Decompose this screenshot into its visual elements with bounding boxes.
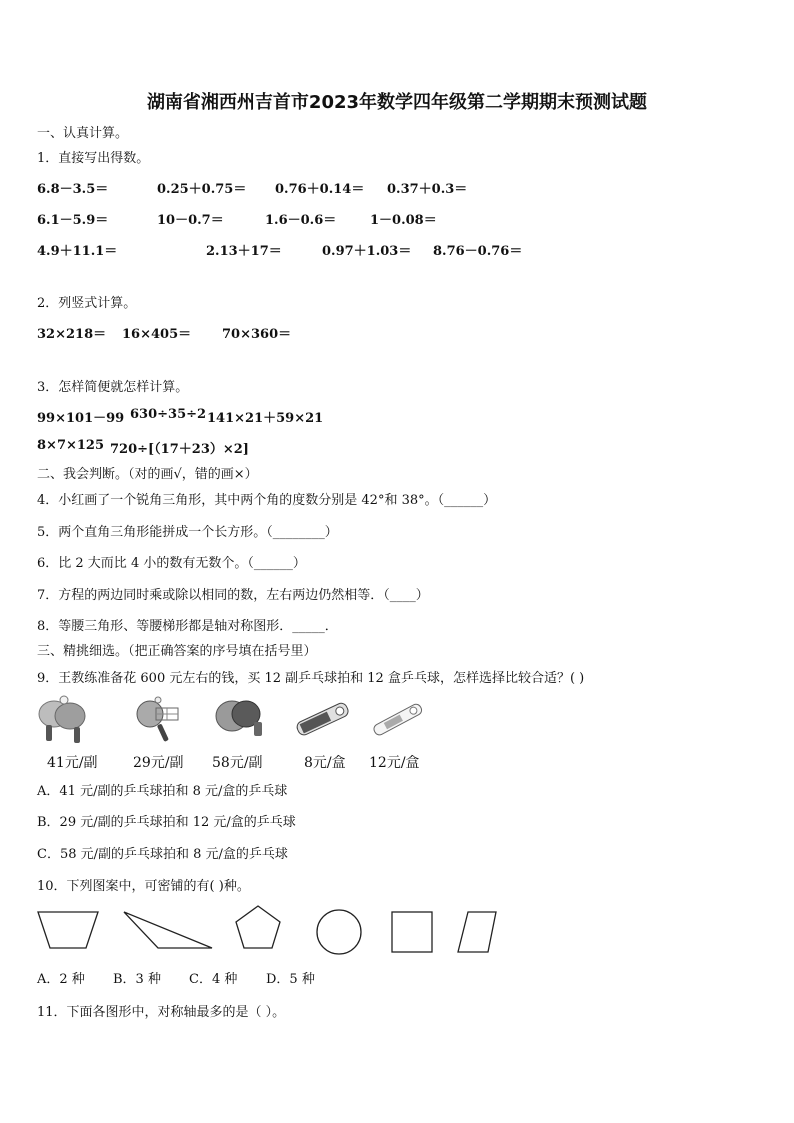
- section-2-heading: 二、我会判断。（对的画√，错的画×）: [37, 467, 258, 482]
- price-caption: 8元/盒: [304, 755, 346, 771]
- ball-tube-image: [290, 694, 356, 746]
- circle-shape: [317, 910, 361, 954]
- question-7: 7．方程的两边同时乘或除以相同的数，左右两边仍然相等．（____）: [37, 588, 429, 603]
- section-3-heading: 三、精挑细选。（把正确答案的序号填在括号里）: [37, 644, 317, 659]
- calc-item: 720÷[（17＋23）×2]: [110, 442, 249, 457]
- trapezoid-shape: [38, 912, 98, 948]
- calc-item: 8×7×125: [37, 438, 105, 453]
- paddle-pair-image: [36, 694, 92, 746]
- calc-item: 630÷35÷2: [130, 407, 207, 422]
- question-9-option-c[interactable]: C．58 元/副的乒乓球拍和 8 元/盒的乒乓球: [37, 847, 288, 862]
- question-11: 11．下面各图形中，对称轴最多的是（ ）。: [37, 1005, 286, 1020]
- calc-item: 0.25＋0.75＝: [157, 182, 247, 197]
- question-10-option-b[interactable]: B．3 种: [113, 972, 161, 987]
- calc-item: 99×101－99: [37, 411, 125, 426]
- calc-item: 6.1－5.9＝: [37, 213, 109, 228]
- calc-item: 141×21＋59×21: [207, 411, 324, 426]
- price-caption: 58元/副: [212, 755, 263, 771]
- question-8: 8．等腰三角形、等腰梯形都是轴对称图形．_____．: [37, 619, 338, 634]
- calc-item: 10－0.7＝: [157, 213, 224, 228]
- question-3-label: 3．怎样简便就怎样计算。: [37, 380, 189, 395]
- square-shape: [392, 912, 432, 952]
- calc-item: 0.76＋0.14＝: [275, 182, 365, 197]
- calc-item: 0.37＋0.3＝: [387, 182, 468, 197]
- question-9-option-a[interactable]: A．41 元/副的乒乓球拍和 8 元/盒的乒乓球: [37, 784, 288, 799]
- calc-item: 16×405＝: [122, 327, 192, 342]
- question-10-option-d[interactable]: D．5 种: [266, 972, 315, 987]
- paddle-case-image: [210, 694, 268, 746]
- pentagon-shape: [236, 906, 280, 948]
- calc-item: 0.97＋1.03＝: [322, 244, 412, 259]
- question-4: 4．小红画了一个锐角三角形，其中两个角的度数分别是 42°和 38°。（______）: [37, 493, 497, 508]
- question-6: 6．比 2 大而比 4 小的数有无数个。（______）: [37, 556, 306, 571]
- question-9-option-b[interactable]: B．29 元/副的乒乓球拍和 12 元/盒的乒乓球: [37, 815, 296, 830]
- question-10-option-a[interactable]: A．2 种: [37, 972, 85, 987]
- parallelogram-shape: [458, 912, 496, 952]
- triangle-shape: [124, 912, 212, 948]
- question-10-option-c[interactable]: C．4 种: [189, 972, 238, 987]
- calc-item: 4.9＋11.1＝: [37, 244, 118, 259]
- page-title: 湖南省湘西州吉首市2023年数学四年级第二学期期末预测试题: [146, 92, 648, 113]
- calc-item: 70×360＝: [222, 327, 292, 342]
- ball-tube-image: [368, 694, 428, 746]
- question-5: 5．两个直角三角形能拼成一个长方形。（________）: [37, 525, 338, 540]
- tiling-shapes: [30, 900, 510, 960]
- paddle-net-image: [130, 694, 186, 748]
- question-9-label: 9．王教练准备花 600 元左右的钱，买 12 副乒乓球拍和 12 盒乒乓球，怎样选择比较合适？( ): [37, 671, 585, 686]
- calc-item: 1－0.08＝: [370, 213, 437, 228]
- question-1-label: 1．直接写出得数。: [37, 151, 150, 166]
- question-10-label: 10．下列图案中，可密铺的有( )种。: [37, 879, 250, 894]
- calc-item: 32×218＝: [37, 327, 107, 342]
- section-1-heading: 一、认真计算。: [37, 126, 129, 141]
- price-caption: 12元/盒: [369, 755, 420, 771]
- question-2-label: 2．列竖式计算。: [37, 296, 137, 311]
- calc-item: 6.8－3.5＝: [37, 182, 109, 197]
- calc-item: 8.76－0.76＝: [433, 244, 523, 259]
- price-caption: 41元/副: [47, 755, 98, 771]
- calc-item: 1.6－0.6＝: [265, 213, 337, 228]
- price-caption: 29元/副: [133, 755, 184, 771]
- calc-item: 2.13＋17＝: [206, 244, 282, 259]
